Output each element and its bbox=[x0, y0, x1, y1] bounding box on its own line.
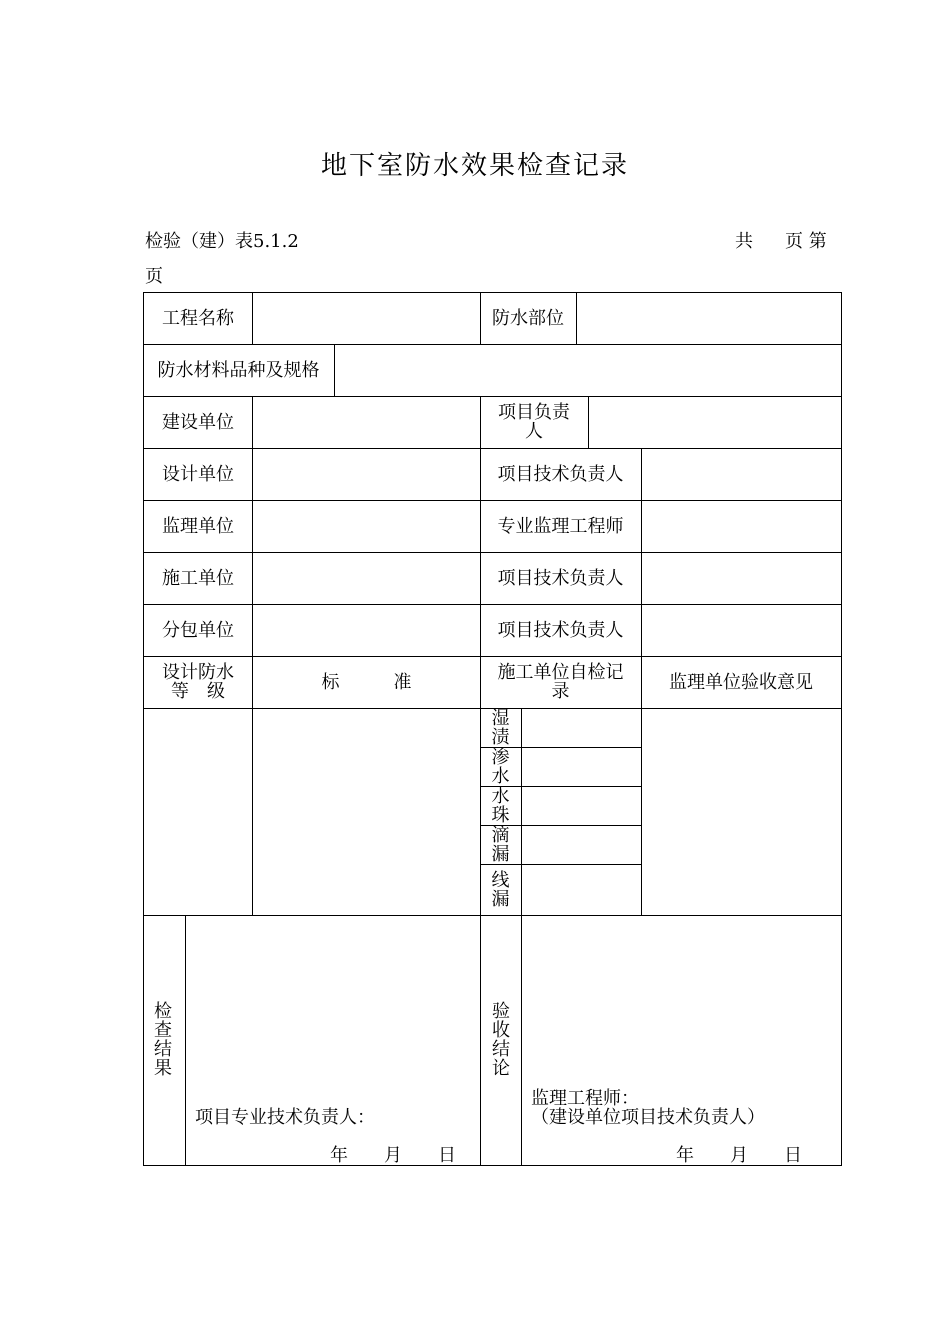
label-supervision-engineer: 专业监理工程师 bbox=[497, 515, 624, 537]
form-code: 检验（建）表5.1.2 bbox=[145, 231, 299, 252]
supervisor-signature-label: 监理工程师： bbox=[531, 1088, 639, 1109]
label-builder-tech-lead: 项目技术负责人 bbox=[497, 567, 624, 589]
acceptance-conclusion-label: 验 收 结 论 bbox=[492, 1001, 510, 1079]
label-supervision-unit: 监理单位 bbox=[162, 515, 234, 537]
label-design-unit: 设计单位 bbox=[162, 463, 234, 485]
page-count-current: 页 第 bbox=[785, 231, 827, 252]
defect-label: 线 漏 bbox=[491, 869, 510, 910]
label-sub-tech-lead: 项目技术负责人 bbox=[497, 619, 624, 641]
header-design-grade: 设计防水 等 级 bbox=[162, 662, 234, 702]
page-title: 地下室防水效果检查记录 bbox=[320, 151, 629, 181]
label-builder-unit: 施工单位 bbox=[162, 567, 234, 589]
page-count-total: 共 bbox=[735, 231, 753, 252]
label-design-tech-lead: 项目技术负责人 bbox=[497, 463, 624, 485]
inspector-signature-label: 项目专业技术负责人： bbox=[195, 1107, 375, 1128]
page-suffix: 页 bbox=[145, 266, 163, 287]
label-project-name: 工程名称 bbox=[162, 307, 234, 329]
inspection-result-label: 检 查 结 果 bbox=[154, 1001, 172, 1079]
date-left: 年 月 日 bbox=[330, 1145, 456, 1166]
label-waterproof-part: 防水部位 bbox=[492, 307, 564, 329]
label-project-lead: 项目负责 人 bbox=[498, 402, 570, 442]
defect-label: 水 珠 bbox=[491, 785, 510, 826]
date-right: 年 月 日 bbox=[676, 1145, 802, 1166]
label-construction-unit: 建设单位 bbox=[162, 411, 234, 433]
defect-label: 滴 漏 bbox=[491, 824, 510, 865]
defect-label: 湿 渍 bbox=[491, 707, 510, 748]
defect-label: 渗 水 bbox=[491, 746, 510, 787]
label-material-spec: 防水材料品种及规格 bbox=[157, 359, 320, 381]
header-self-check: 施工单位自检记 录 bbox=[497, 662, 624, 702]
header-standard: 标 准 bbox=[321, 671, 412, 693]
label-sub-unit: 分包单位 bbox=[162, 619, 234, 641]
construction-tech-lead-label: （建设单位项目技术负责人） bbox=[531, 1107, 765, 1128]
header-supervision-opinion: 监理单位验收意见 bbox=[669, 671, 813, 693]
